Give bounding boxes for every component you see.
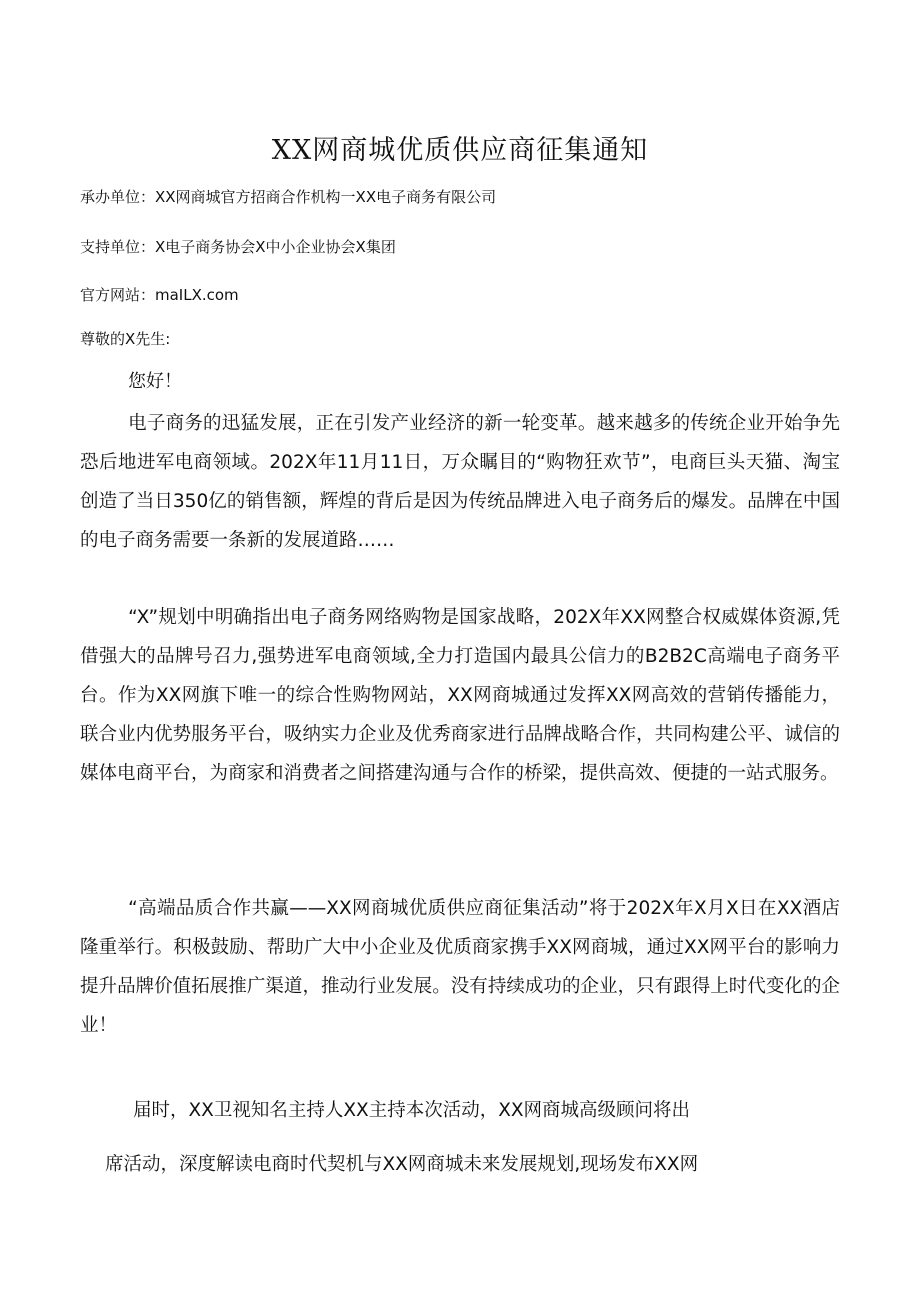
closing-line: 届时，XX卫视知名主持人XX主持本次活动，XX网商城高级顾问将出 <box>133 1100 691 1121</box>
salutation: 尊敬的X先生: <box>80 330 171 348</box>
body-paragraph: “X”规划中明确指出电子商务网络购物是国家战略，202X年XX网整合权威媒体资源,凭借强大的品牌号召力,强势进军电商领域,全力打造国内最具公信力的B2B2C高端电子商务平台。作为XX网旗下唯一的综合性购物网站，XX网商城通过发挥XX网高效的营销传播能力，联合业内优势服务平台，吸纳实力企业及优秀商家进行品牌战略合作，共同构建公平、诚信的媒体电商平台，为商家和消费者之间搭建沟通与合作的桥梁，提供高效、便捷的一站式服务。 <box>80 607 840 784</box>
greeting: 您好！ <box>128 371 182 392</box>
closing-line: 席活动，深度解读电商时代契机与XX网商城未来发展规划,现场发布XX网 <box>105 1154 699 1175</box>
document-title: XX网商城优质供应商征集通知 <box>271 135 649 166</box>
website-line: 官方网站：maILX.com <box>80 286 239 304</box>
body-paragraph: “高端品质合作共赢——XX网商城优质供应商征集活动”将于202X年X月X日在XX酒店隆重举行。积极鼓励、帮助广大中小企业及优质商家携手XX网商城，通过XX网平台的影响力提升品牌价值拓展推广渠道，推动行业发展。没有持续成功的企业，只有跟得上时代变化的企业！ <box>80 898 840 1036</box>
supporter-line: 支持单位：X电子商务协会X中小企业协会X集团 <box>80 238 396 256</box>
organizer-line: 承办单位：XX网商城官方招商合作机构一XX电子商务有限公司 <box>80 188 497 206</box>
body-paragraph: 电子商务的迅猛发展，正在引发产业经济的新一轮变革。越来越多的传统企业开始争先恐后地进军电商领域。202X年11月11日，万众瞩目的“购物狂欢节”，电商巨头天猫、淘宝创造了当日350亿的销售额，辉煌的背后是因为传统品牌进入电子商务后的爆发。品牌在中国的电子商务需要一条新的发展道路…… <box>80 413 840 551</box>
